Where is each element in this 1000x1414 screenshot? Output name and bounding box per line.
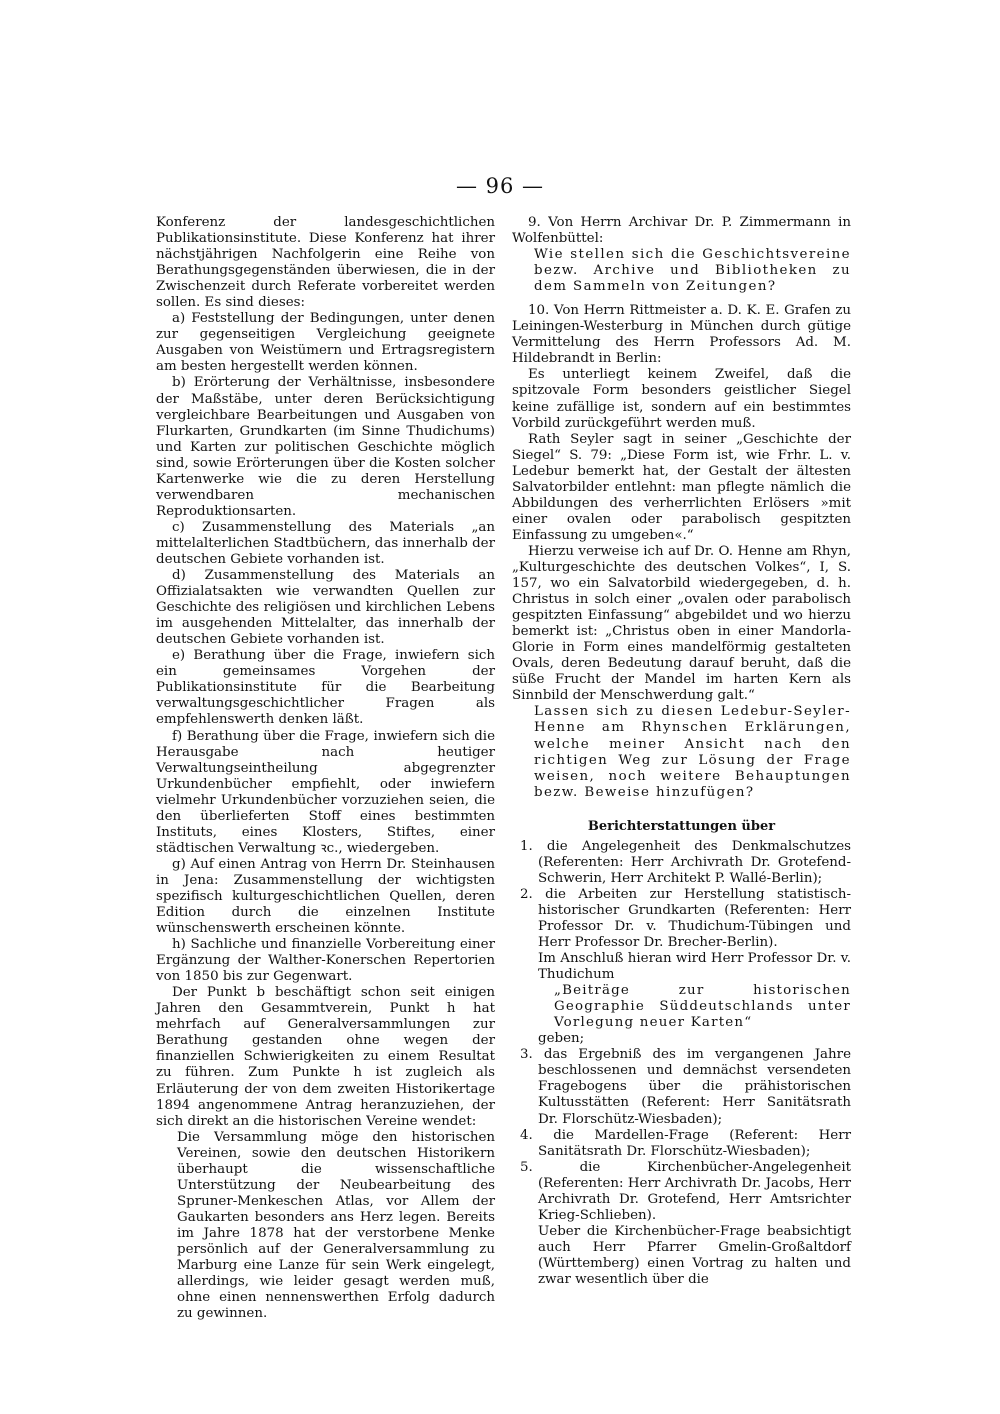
paragraph: g) Auf einen Antrag von Herrn Dr. Steinhausen in Jena: Zusammenstellung der wichtigsten spezifisch kulturgeschichtlichen Quellen, deren Edition durch die einzelnen Institute wünschenswerth erscheinen könnte. (156, 856, 495, 937)
report-list (512, 839, 851, 1288)
report-item: 3. das Ergebniß des im vergangenen Jahre beschlossenen und demnächst versendeten Fragebogens über die prähistorischen Kultusstätten (Referent: Herr Sanitätsrath Dr. Florschütz-Wiesbaden); (520, 1047, 851, 1127)
paragraph: Es unterliegt keinem Zweifel, daß die spitzovale Form besonders geistlicher Siegel keine zufällige ist, sondern auf ein bestimmtes Vorbild zurückgeführt werden muß. (512, 367, 851, 431)
paragraph: Die Versammlung möge den historischen Vereinen, sowie den deutschen Historikern überhaupt die wissenschaftliche Unterstützung der Neubearbeitung des Spruner-Menkeschen Atlas, vor Allem der Gaukarten besonders ans Herz legen. Bereits im Jahre 1878 hat der verstorbene Menke persönlich auf der Generalversammlung zu Marburg eine Lanze für sein Werk eingelegt, allerdings, wie leider gesagt werden muß, ohne einen nennenswerthen Erfolg dadurch zu gewinnen. (177, 1129, 495, 1322)
paragraph: Wie stellen sich die Geschichtsvereine bezw. Archive und Bibliotheken zu dem Sammeln von Zeitungen? (534, 247, 851, 295)
paragraph: h) Sachliche und finanzielle Vorbereitung einer Ergänzung der Walther-Konerschen Repertorien von 1850 bis zur Gegenwart. (156, 937, 495, 985)
paragraph: 10. Von Herrn Rittmeister a. D. K. E. Grafen zu Leiningen-Westerburg in München durch gütige Vermittelung des Herrn Professors Ad. M. Hildebrandt in Berlin: (512, 303, 851, 367)
paragraph: Rath Seyler sagt in seiner „Geschichte der Siegel“ S. 79: „Diese Form ist, wie Frhr. L. v. Ledebur bemerkt hat, der Gestalt der ältesten Salvatorbilder entlehnt: man pflegte nämlich die Abbildungen des verherrlichten Erlösers »mit einer ovalen oder parabolisch gespitzten Einfassung zu umgeben«.“ (512, 431, 851, 543)
report-item: „Beiträge zur historischen Geographie Süddeutschlands unter Vorlegung neuer Karten“ (554, 983, 851, 1031)
report-item: 5. die Kirchenbücher-Angelegenheit (Referenten: Herr Archivrath Dr. Jacobs, Herr Archivrath Dr. Grotefend, Herr Amtsrichter Krieg-Schlieben). (520, 1159, 851, 1223)
report-item: 2. die Arbeiten zur Herstellung statistisch-historischer Grundkarten (Referenten: Herr Professor Dr. v. Thudichum-Tübingen und Herr Professor Dr. Brecher-Berlin). (520, 886, 851, 951)
report-item: Ueber die Kirchenbücher-Frage beabsichtigt auch Herr Pfarrer Gmelin-Großaltdorf (Württemberg) einen Vortrag zu halten und zwar wesentlich über die (538, 1223, 851, 1287)
report-item: 4. die Mardellen-Frage (Referent: Herr Sanitätsrath Dr. Florschütz-Wiesbaden); (520, 1127, 851, 1159)
paragraph: e) Berathung über die Frage, inwiefern sich ein gemeinsames Vorgehen der Publikationsinstitute für die Bearbeitung verwaltungsgeschichtlicher Fragen als empfehlenswerth denken läßt. (156, 648, 495, 728)
section-heading: Berichterstattungen über (587, 818, 776, 834)
paragraph: 9. Von Herrn Archivar Dr. P. Zimmermann in Wolfenbüttel: (512, 215, 851, 247)
paragraph: a) Feststellung der Bedingungen, unter denen zur gegenseitigen Vergleichung geeignete Ausgaben von Weistümern und Ertragsregistern am besten hergestellt werden können. (156, 311, 495, 375)
report-item: geben; (538, 1031, 585, 1047)
paragraph: d) Zusammenstellung des Materials an Offizialatsakten wie verwandten Quellen zur Geschichte des religiösen und kirchlichen Lebens im ausgehenden Mittelalter, das innerhalb der deutschen Gebiete vorhanden ist. (156, 568, 495, 648)
report-item: 1. die Angelegenheit des Denkmalschutzes (Referenten: Herr Archivrath Dr. Grotefend-Schwerin, Herr Architekt P. Wallé-Berlin); (520, 838, 851, 886)
page-number: — 96 — (455, 174, 545, 198)
paragraph: c) Zusammenstellung des Materials „an mittelalterlichen Stadtbüchern, das innerhalb der deutschen Gebiete vorhanden ist. (156, 519, 495, 567)
paragraph: b) Erörterung der Verhältnisse, insbesondere der Maßstäbe, unter deren Berücksichtigung vergleichbare Bearbeitungen und Ausgaben von Flurkarten, Grundkarten (im Sinne Thudichums) und Karten zur politischen Geschichte möglich sind, sowie Erörterungen über die Kosten solcher Kartenwerke wie die zu deren Herstellung verwendbaren mechanischen Reproduktionsarten. (156, 375, 495, 519)
paragraph: Hierzu verweise ich auf Dr. O. Henne am Rhyn, „Kulturgeschichte des deutschen Volkes“, I, S. 157, wo ein Salvatorbild wiedergegeben, d. h. Christus in solch einer „ovalen oder parabolisch gespitzten Einfassung“ abgebildet und wo hierzu bemerkt ist: „Christus oben in einer Mandorla-Glorie in Form eines mandelförmig gestalteten Ovals, deren Bedeutung darauf beruht, daß die süße Frucht der Mandel im harten Kern als Sinnbild der Menschwerdung galt.“ (512, 543, 851, 704)
paragraph: f) Berathung über die Frage, inwiefern sich die Herausgabe nach heutiger Verwaltungseintheilung abgegrenzter Urkundenbücher empfiehlt, oder inwiefern vielmehr Urkundenbücher vorzuziehen seien, die den überlieferten Stoff eines bestimmten Instituts, eines Klosters, Stiftes, einer städtischen Verwaltung ꝛc., wiedergeben. (156, 728, 495, 856)
right-column (512, 215, 851, 1288)
paragraph (512, 295, 851, 303)
paragraph: Lassen sich zu diesen Ledebur-Seyler-Henne am Rhynschen Erklärungen, welche meiner Ansicht nach den richtigen Weg zur Lösung der Frage weisen, noch weitere Behauptungen bezw. Beweise hinzufügen? (534, 704, 851, 800)
paragraph: Konferenz der landesgeschichtlichen Publikationsinstitute. Diese Konferenz hat ihrer nächstjährigen Nachfolgerin eine Reihe von Berathungsgegenständen überwiesen, die in der Zwischenzeit durch Referate vorbereitet werden sollen. Es sind dieses: (156, 215, 495, 311)
right-column-paragraphs (512, 215, 851, 801)
paragraph: Der Punkt b beschäftigt schon seit einigen Jahren den Gesammtverein, Punkt h hat mehrfach auf Generalversammlungen zur Berathung gestanden ohne wegen der finanziellen Schwierigkeiten zu einem Resultat zu führen. Zum Punkte h ist zugleich als Erläuterung der von dem zweiten Historikertage 1894 angenommene Antrag heranzuziehen, der sich direkt an die historischen Vereine wendet: (156, 985, 495, 1129)
left-column (156, 215, 495, 1322)
report-item: Im Anschluß hieran wird Herr Professor Dr. v. Thudichum (538, 951, 851, 983)
